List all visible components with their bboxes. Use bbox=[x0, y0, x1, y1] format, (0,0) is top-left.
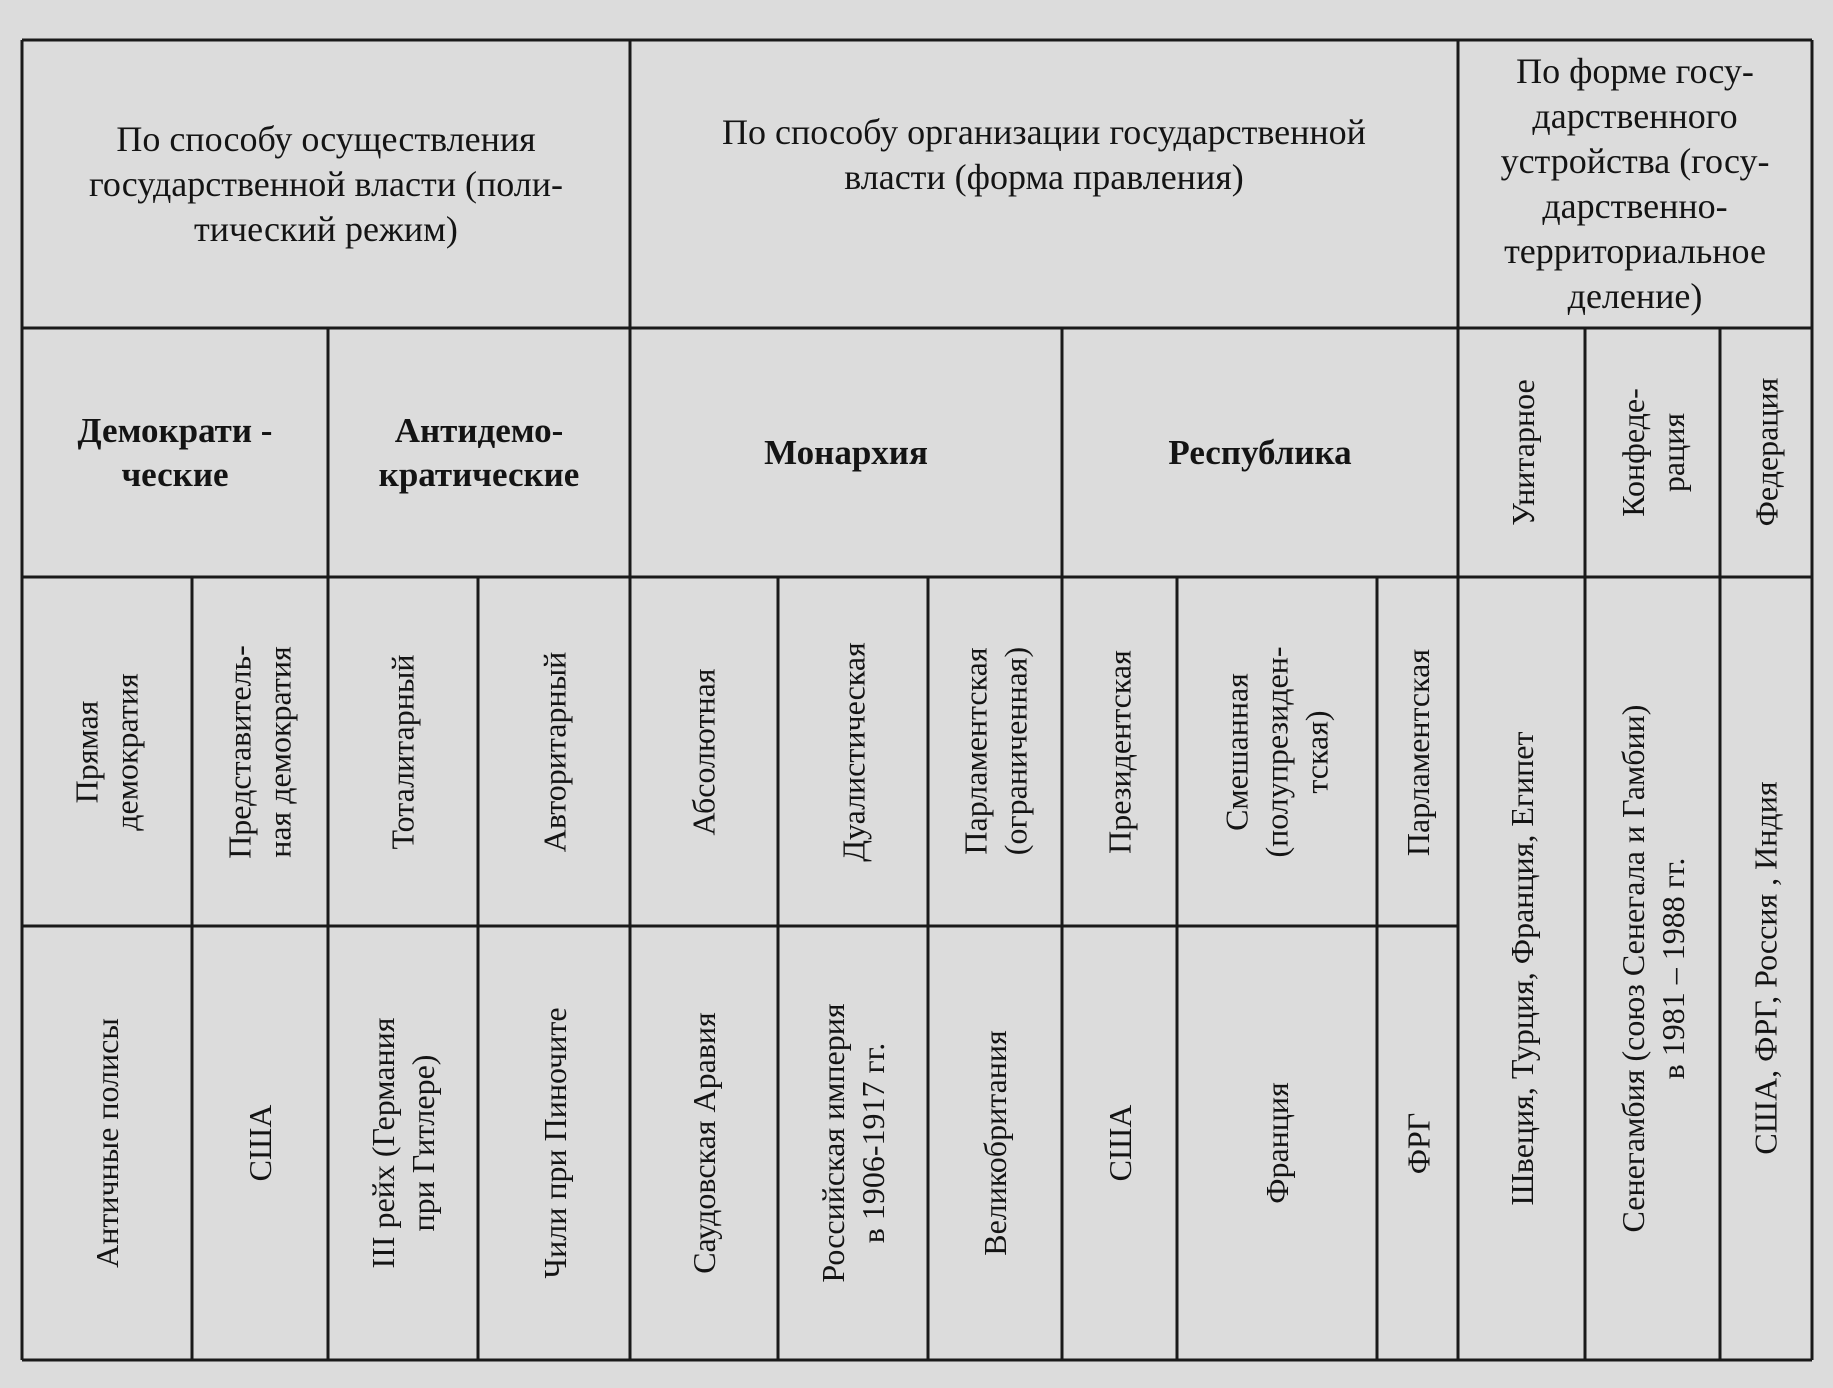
subheader-confederation: Конфеде- рация bbox=[1614, 388, 1691, 517]
type-dualistic: Дуалистическая bbox=[835, 642, 872, 862]
example-absolute: Саудовская Аравия bbox=[686, 1012, 722, 1274]
subheader-monarchy: Монархия bbox=[764, 432, 928, 472]
subheader-democratic: Демократи - ческие bbox=[77, 410, 273, 494]
header-territorial-structure: По форме госу- дарственного устройства (госу- дарственно- территориальное деление) bbox=[1500, 51, 1770, 316]
type-representative-democracy: Представитель- ная демократия bbox=[221, 645, 298, 859]
type-presidential: Президентская bbox=[1101, 650, 1138, 854]
example-confederation: Сенегамбия (союз Сенегала и Гамбии) в 1981 – 1988 гг. bbox=[1614, 704, 1691, 1233]
type-parliamentary: Парламентская bbox=[1399, 648, 1436, 857]
example-mixed: Франция bbox=[1259, 1082, 1295, 1204]
subheader-republic: Республика bbox=[1168, 432, 1352, 472]
subheader-federation: Федерация bbox=[1748, 377, 1785, 527]
example-parliamentary: ФРГ bbox=[1400, 1112, 1436, 1175]
example-totalitarian: III рейх (Германия при Гитлере) bbox=[365, 1017, 441, 1269]
example-direct-democracy: Античные полисы bbox=[89, 1018, 125, 1268]
type-absolute: Абсолютная bbox=[685, 668, 722, 836]
subheader-antidemocratic: Антидемо- кратические bbox=[378, 410, 580, 494]
example-dualistic: Российская империя в 1906-1917 гг. bbox=[815, 1003, 891, 1283]
example-federation: США, ФРГ, Россия , Индия bbox=[1747, 781, 1784, 1155]
type-totalitarian: Тоталитарный bbox=[384, 654, 421, 850]
example-presidential: США bbox=[1102, 1104, 1138, 1182]
header-political-regime: По способу осуществления государственной власти (поли- тический режим) bbox=[88, 118, 563, 249]
example-unitary: Швеция, Турция, Франция, Египет bbox=[1503, 731, 1540, 1206]
header-form-of-government: По способу организации государственной власти (форма правления) bbox=[722, 112, 1366, 197]
example-authoritarian: Чили при Пиночите bbox=[537, 1007, 573, 1279]
type-authoritarian: Авторитарный bbox=[536, 651, 573, 853]
type-parliamentary-limited: Парламентская (ограниченная) bbox=[957, 646, 1034, 856]
example-parliamentary-limited: Великобритания bbox=[977, 1030, 1013, 1256]
type-direct-democracy: Прямая демократия bbox=[68, 673, 145, 831]
type-mixed: Смешанная (полупрезиден- тская) bbox=[1218, 646, 1335, 858]
example-representative-democracy: США bbox=[242, 1104, 278, 1182]
subheader-unitary: Унитарное bbox=[1504, 379, 1541, 526]
